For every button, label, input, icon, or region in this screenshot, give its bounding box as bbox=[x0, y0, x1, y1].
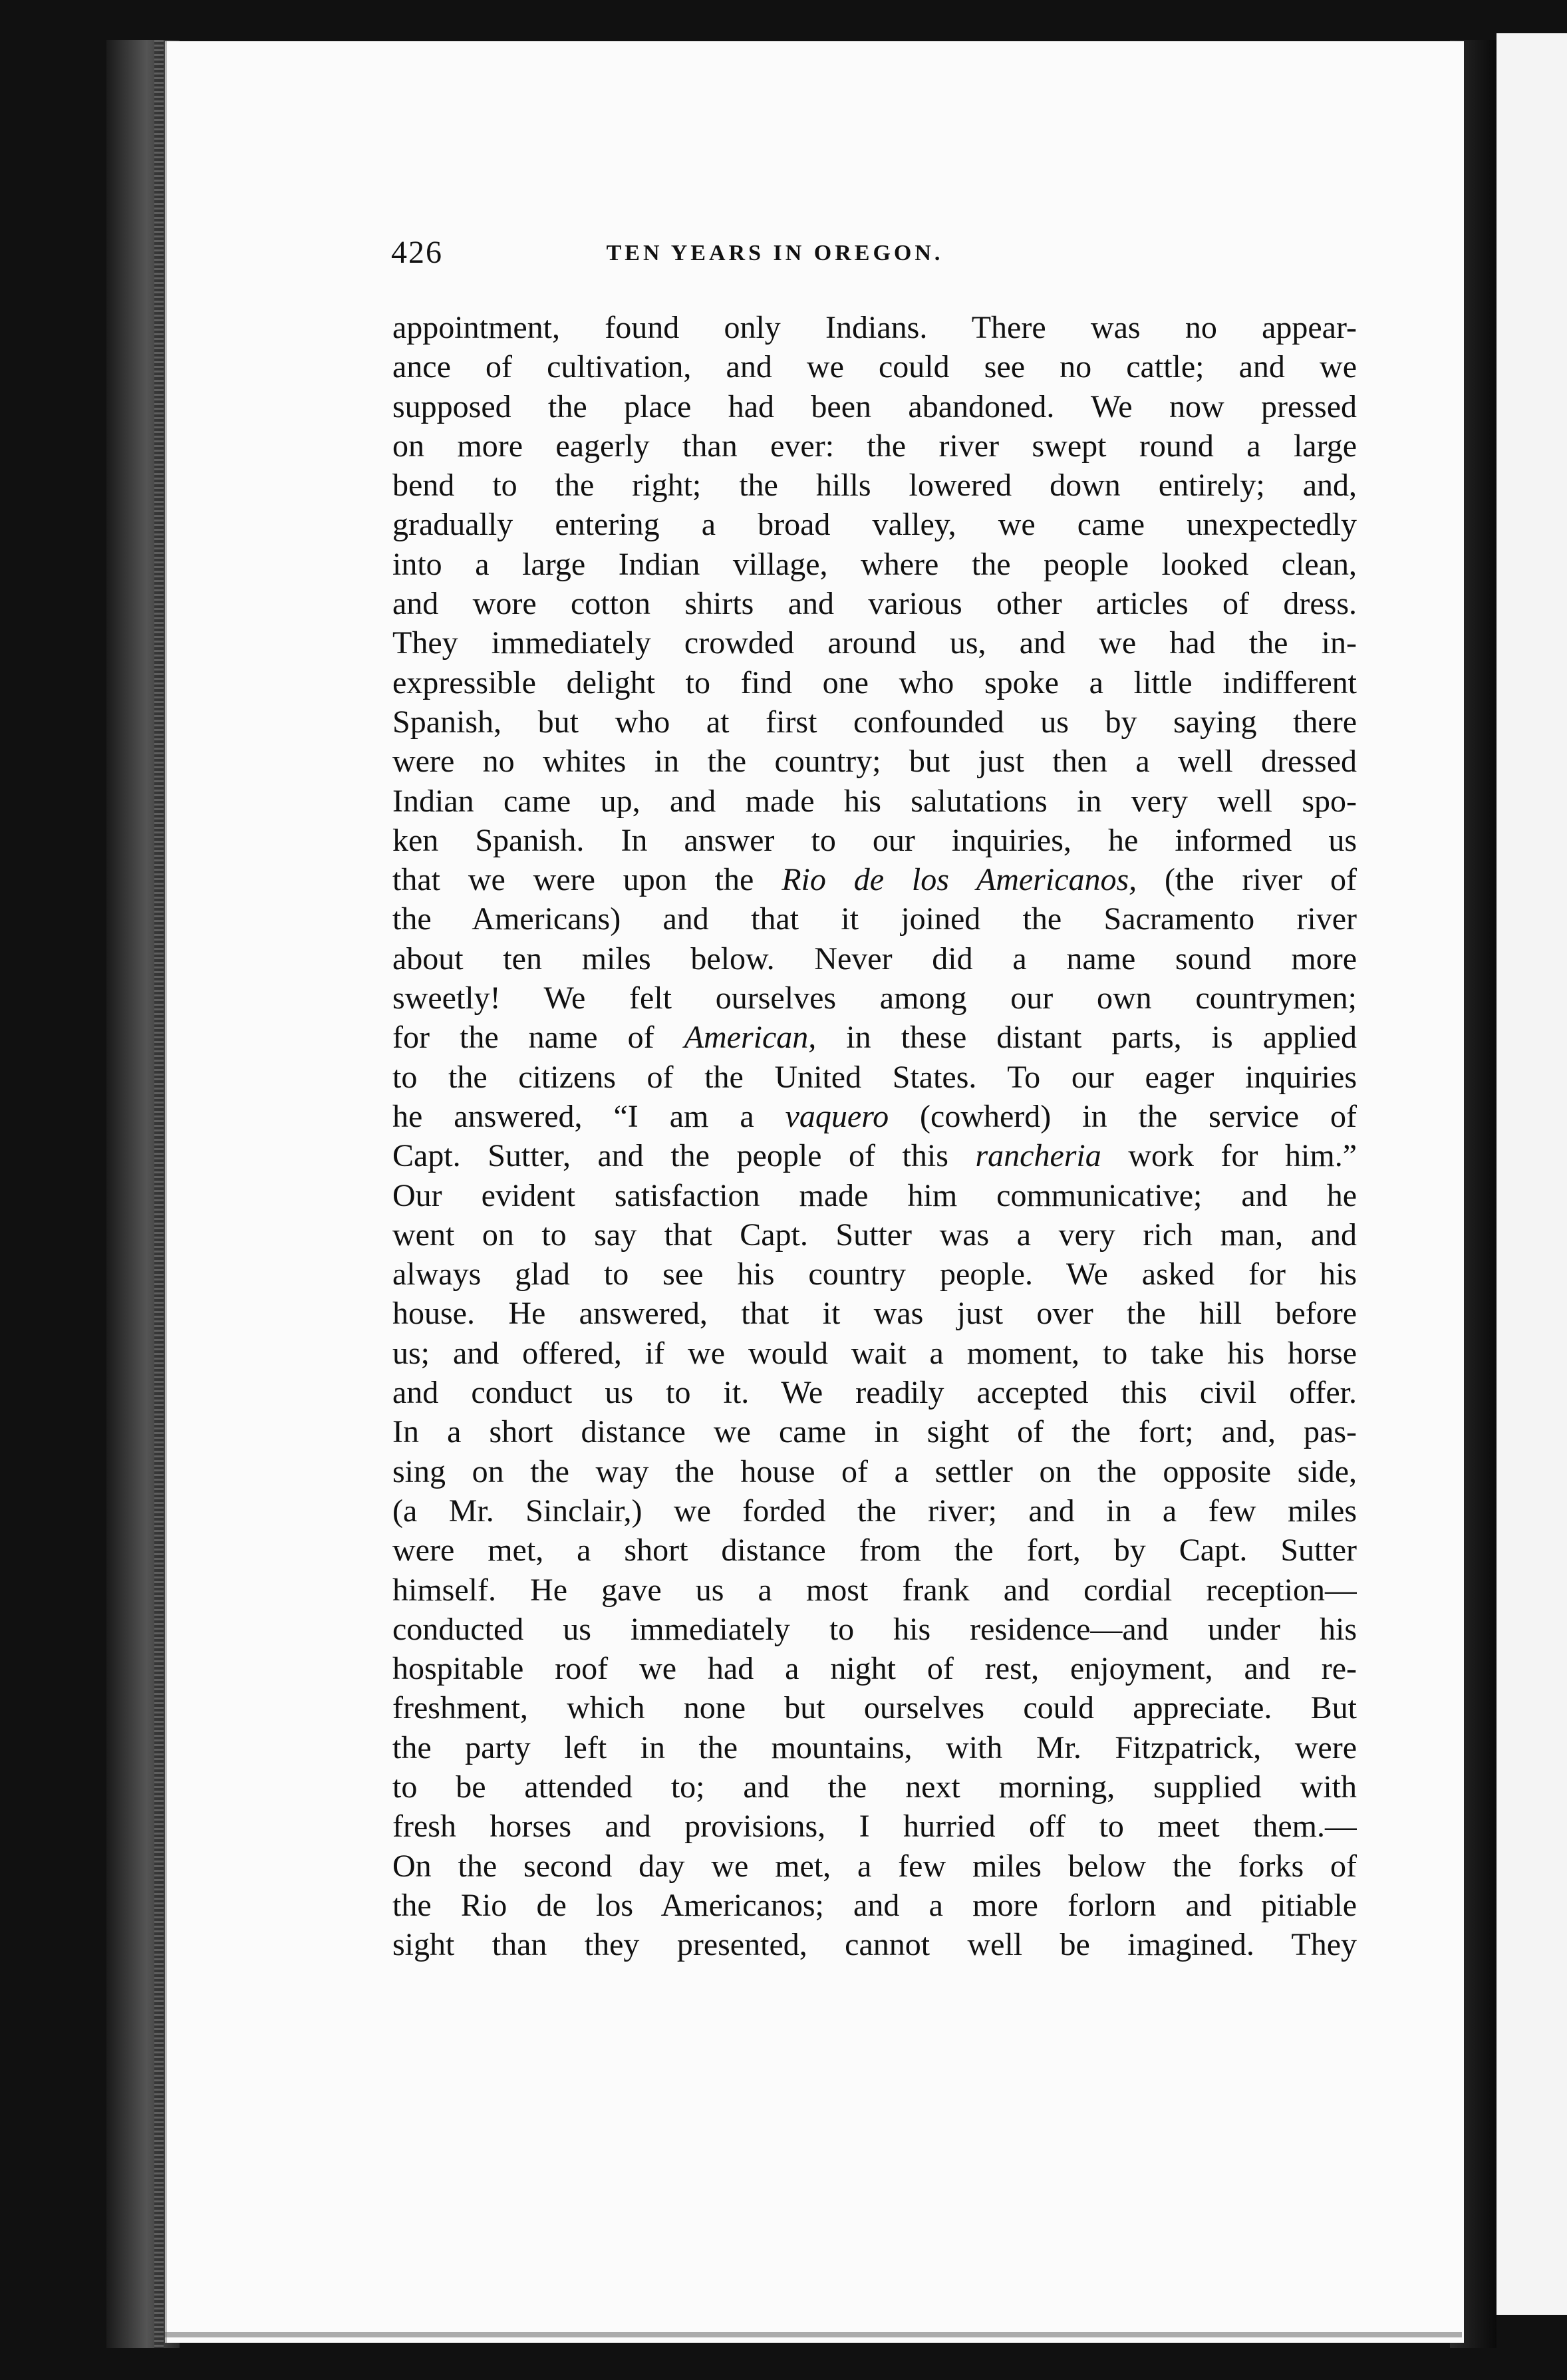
text-line: gradually entering a broad valley, we came unexpectedly bbox=[392, 507, 1357, 543]
text-line: sweetly! We felt ourselves among our own countrymen; bbox=[392, 980, 1357, 1016]
page-bottom-edge bbox=[165, 2332, 1462, 2337]
text-line: fresh horses and provisions, I hurried off to meet them.— bbox=[392, 1809, 1357, 1845]
page-header bbox=[226, 234, 1370, 281]
text-line: to be attended to; and the next morning, supplied with bbox=[392, 1769, 1357, 1805]
text-line: he answered, “I am a vaquero (cowherd) in the service of bbox=[392, 1098, 1357, 1134]
body-text bbox=[392, 308, 1357, 1964]
binding-edge bbox=[154, 40, 164, 2348]
text-line: and conduct us to it. We readily accepted this civil offer. bbox=[392, 1375, 1357, 1411]
text-line: In a short distance we came in sight of the fort; and, pas- bbox=[392, 1414, 1357, 1450]
adjacent-page-strip bbox=[1496, 33, 1567, 2315]
text-line: They immediately crowded around us, and we had the in- bbox=[392, 625, 1357, 661]
text-line: house. He answered, that it was just over the hill before bbox=[392, 1296, 1357, 1332]
text-line: Spanish, but who at first confounded us by saying there bbox=[392, 704, 1357, 740]
text-line: were met, a short distance from the fort, by Capt. Sutter bbox=[392, 1533, 1357, 1568]
text-line: ken Spanish. In answer to our inquiries, he informed us bbox=[392, 822, 1357, 858]
text-line: the Rio de los Americanos; and a more forlorn and pitiable bbox=[392, 1887, 1357, 1923]
text-line: the party left in the mountains, with Mr. Fitzpatrick, were bbox=[392, 1729, 1357, 1765]
text-line: were no whites in the country; but just then a well dressed bbox=[392, 744, 1357, 780]
text-line: sing on the way the house of a settler on the opposite side, bbox=[392, 1453, 1357, 1489]
text-line: us; and offered, if we would wait a moment, to take his horse bbox=[392, 1335, 1357, 1371]
text-line: hospitable roof we had a night of rest, enjoyment, and re- bbox=[392, 1651, 1357, 1687]
text-line: the Americans) and that it joined the Sacramento river bbox=[392, 901, 1357, 937]
text-line: about ten miles below. Never did a name sound more bbox=[392, 941, 1357, 976]
text-line: freshment, which none but ourselves could appreciate. But bbox=[392, 1690, 1357, 1726]
text-line: conducted us immediately to his residence—and under his bbox=[392, 1611, 1357, 1647]
text-line: (a Mr. Sinclair,) we forded the river; and in a few miles bbox=[392, 1493, 1357, 1529]
text-line: to the citizens of the United States. To our eager inquiries bbox=[392, 1059, 1357, 1095]
text-line: Our evident satisfaction made him communicative; and he bbox=[392, 1177, 1357, 1213]
text-line: into a large Indian village, where the people looked clean, bbox=[392, 546, 1357, 582]
text-line: sight than they presented, cannot well be imagined. They bbox=[392, 1927, 1357, 1963]
text-line: supposed the place had been abandoned. We now pressed bbox=[392, 388, 1357, 424]
page-number: 426 bbox=[391, 235, 443, 270]
text-line: on more eagerly than ever: the river swept round a large bbox=[392, 428, 1357, 464]
text-line: On the second day we met, a few miles below the forks of bbox=[392, 1848, 1357, 1884]
text-line: went on to say that Capt. Sutter was a very rich man, and bbox=[392, 1217, 1357, 1253]
text-line: appointment, found only Indians. There was no appear- bbox=[392, 310, 1357, 345]
running-head: TEN YEARS IN OREGON. bbox=[606, 241, 944, 265]
text-line: expressible delight to find one who spoke a little indifferent bbox=[392, 665, 1357, 700]
text-line: himself. He gave us a most frank and cordial reception— bbox=[392, 1572, 1357, 1608]
text-line: and wore cotton shirts and various other articles of dress. bbox=[392, 586, 1357, 622]
text-line: Capt. Sutter, and the people of this rancheria work for him.” bbox=[392, 1138, 1357, 1174]
text-line: for the name of American, in these distant parts, is applied bbox=[392, 1020, 1357, 1056]
text-line: that we were upon the Rio de los Americanos, (the river of bbox=[392, 862, 1357, 898]
text-line: Indian came up, and made his salutations in very well spo- bbox=[392, 783, 1357, 819]
text-line: ance of cultivation, and we could see no cattle; and we bbox=[392, 349, 1357, 385]
text-line: always glad to see his country people. We asked for his bbox=[392, 1257, 1357, 1292]
text-line: bend to the right; the hills lowered down entirely; and, bbox=[392, 468, 1357, 504]
